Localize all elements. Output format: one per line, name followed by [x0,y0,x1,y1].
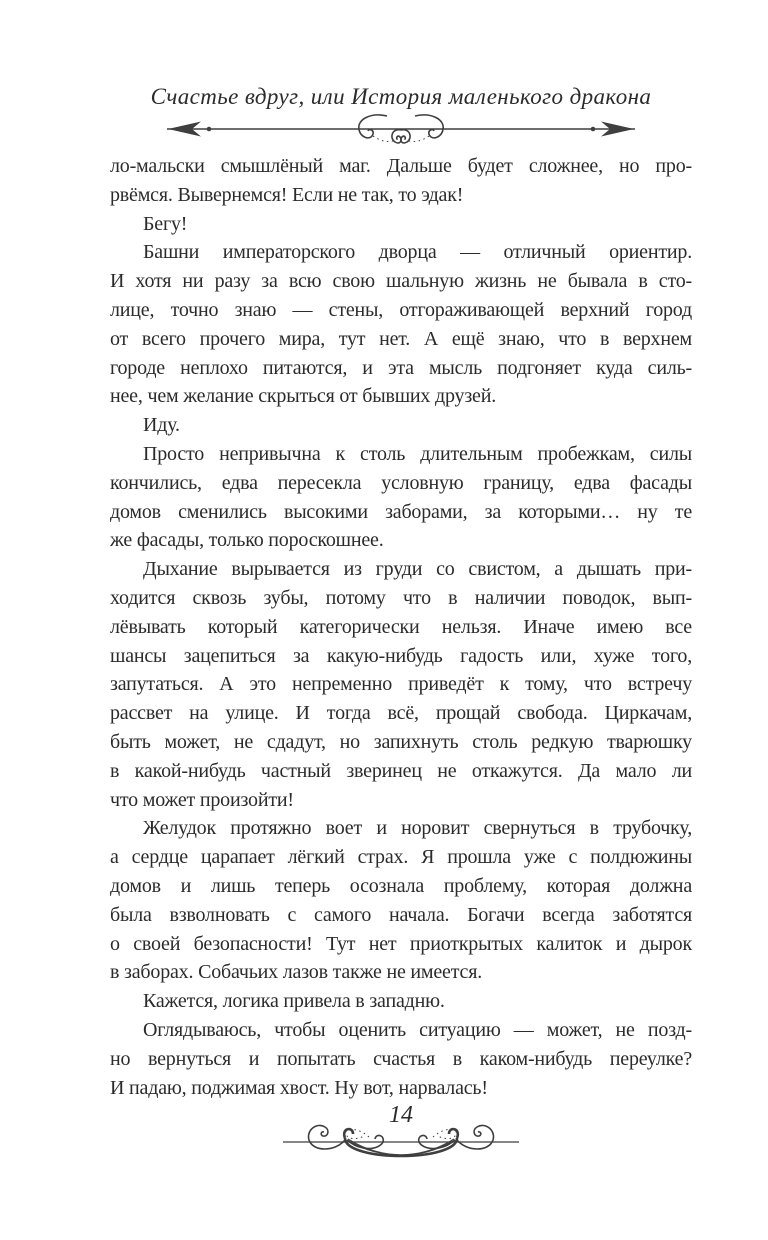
text-line: рассвет на улице. И тогда всё, прощай свобода. Циркачам, [110,702,692,725]
text-block [110,152,692,1102]
text-line: в какой-нибудь частный зверинец не откажутся. Да мало ли [110,759,692,782]
text-line: И хотя ни разу за всю свою шальную жизнь не бывала в сто- [110,270,692,293]
text-line: шансы зацепиться за какую-нибудь гадость или, хуже того, [110,644,692,667]
text-line: Башни императорского дворца — отличный ориентир. [143,241,692,264]
text-line: Бегу! [143,212,188,235]
text-line: Дыхание вырывается из груди со свистом, а дышать при- [143,558,692,581]
text-line: в заборах. Собачьих лазов также не имеется. [110,961,482,984]
text-line: Оглядываюсь, чтобы оценить ситуацию — может, не позд- [143,1018,692,1041]
text-line: запутаться. А это непременно приведёт к тому, что встречу [110,673,692,696]
text-line: лице, точно знаю — стены, отгораживающей верхний город [110,298,692,321]
text-line: от всего прочего мира, тут нет. А ещё знаю, что в верхнем [110,327,692,350]
header-divider-ornament [167,112,635,152]
page-number: 14 [389,1102,413,1128]
text-line: домов и лишь теперь осознала проблему, которая должна [110,874,692,897]
text-line: И падаю, поджимая хвост. Ну вот, нарвалась! [110,1076,488,1099]
running-title: Счастье вдруг, или История маленького дракона [150,84,652,109]
text-line: что может произойти! [110,788,294,811]
text-line: Желудок протяжно воет и норовит свернуться в трубочку, [143,817,692,840]
text-line: нее, чем желание скрыться от бывших друзей. [110,385,497,408]
text-line: рвёмся. Вывернемся! Если не так, то эдак! [110,183,464,206]
text-line: ло-мальски смышлёный маг. Дальше будет сложнее, но про- [110,155,692,177]
text-line: но вернуться и попытать счастья в каком-нибудь переулке? [110,1047,692,1070]
text-line: кончились, едва пересекла условную границу, едва фасады [110,471,692,494]
text-line: Просто непривычна к столь длительным пробежкам, силы [143,442,692,465]
text-line: лёвывать который категорически нельзя. Иначе имею все [110,615,692,638]
text-line: а сердце царапает лёгкий страх. Я прошла уже с полдюжины [110,846,692,869]
text-line: быть может, не сдадут, но запихнуть столь редкую тварюшку [110,730,692,753]
text-line: же фасады, только пороскошнее. [110,529,384,552]
text-line: домов сменились высокими заборами, за которыми… ну те [110,500,692,523]
text-line: о своей безопасности! Тут нет приоткрытых калиток и дырок [110,932,692,955]
text-line: Иду. [143,414,180,437]
text-line: Кажется, логика привела в западню. [143,990,445,1013]
text-line: была взволновать с самого начала. Богачи всегда заботятся [110,903,692,926]
text-line: городе неплохо питаются, и эта мысль подгоняет куда силь- [110,356,692,379]
footer-ornament [283,1118,519,1170]
text-line: ходится сквозь зубы, потому что в наличии поводок, вып- [110,586,692,609]
